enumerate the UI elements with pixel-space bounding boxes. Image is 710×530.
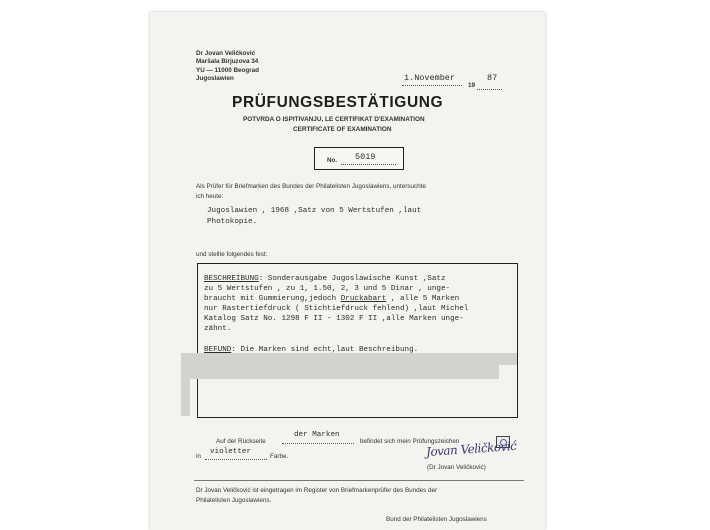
number-dotline [341, 164, 396, 165]
signatory-name: (Dr Jovan Veličković) [427, 464, 486, 471]
description-line-1 [204, 275, 446, 283]
description-line-4: nur Rastertiefdruck ( Stichtiefdruck fehlend) ,laut Michel [204, 305, 469, 313]
registration-line-1: Dr Jovan Veličković ist eingetragen im Register von Briefmarkenprüfer des Bundes der [196, 487, 438, 494]
reverse-prefix: Auf der Rückseite [216, 438, 266, 445]
grey-mark-upper [181, 353, 499, 379]
description-label: BESCHREIBUNG [204, 275, 259, 283]
issuer-country: Jugoslawien [196, 74, 234, 82]
subtitle-english: CERTIFICATE OF EXAMINATION [293, 126, 392, 133]
date-year: 87 [487, 73, 498, 83]
description-line-1-text: : Sonderausgabe Jugoslawische Kunst ,Satz [258, 275, 446, 283]
reverse-value: der Marken [294, 431, 340, 439]
color-value: violetter [210, 448, 252, 456]
reverse-dotline [282, 443, 354, 444]
item-line-1: Jugoslawien , 1968 ,Satz von 5 Wertstufen ,laut [207, 207, 422, 215]
intro-line-2: ich heute: [196, 193, 224, 200]
intro-line-1: Als Prüfer für Briefmarken des Bundes der Philatelisten Jugoslawiens, untersuchte [196, 183, 426, 190]
finding-line [204, 346, 418, 354]
grey-mark-left [181, 379, 190, 416]
footer-divider [194, 480, 524, 481]
subtitle-multilingual: POTVRDA O ISPITIVANJU, LE CERTIFIKAT D'EXAMINATION [243, 116, 425, 123]
date-dotline [402, 85, 462, 86]
findings-box [197, 263, 518, 418]
date-year-prefix: 19 [468, 82, 476, 89]
issuer-street: Maršala Birjuzova 34 [196, 58, 259, 66]
description-line-2: zu 5 Wertstufen , zu 1, 1.50, 2, 3 und 5 Dinar , unge- [204, 285, 451, 293]
registration-line-2: Philatelisten Jugoslawiens. [196, 497, 272, 504]
description-line-3-c: , alle 5 Marken [386, 295, 460, 303]
finding-text: : Die Marken sind echt,laut Beschreibung. [231, 346, 419, 354]
finding-label: BEFUND [204, 346, 232, 354]
color-prefix: in [196, 453, 201, 460]
grey-mark-right [498, 353, 517, 365]
certificate-number: 5019 [355, 152, 376, 162]
year-dotline [477, 89, 502, 90]
color-dotline [205, 459, 267, 460]
item-line-2: Photokopie. [207, 218, 258, 226]
color-suffix: Farbe. [270, 453, 289, 460]
certificate-number-box [314, 147, 404, 170]
description-line-5: Katalog Satz No. 1298 F II - 1302 F II ,alle Marken unge- [204, 315, 464, 323]
certificate-paper [150, 12, 545, 530]
date-day-month: 1.November [404, 73, 456, 83]
issuer-address [196, 50, 259, 83]
issuer-name: Dr Jovan Veličković [196, 50, 256, 57]
issuer-city: YU — 11000 Beograd [196, 66, 259, 74]
findings-intro: und stellte folgendes fest: [196, 251, 268, 258]
certificate-number-label: No. [327, 157, 338, 164]
description-line-3-b: Druckabart [340, 295, 387, 303]
reverse-suffix: befindet sich mein Prüfungszeichen [360, 438, 460, 445]
description-line-3 [204, 295, 459, 303]
signature: Jovan Veličković [425, 438, 517, 460]
description-line-6: zähnt. [204, 325, 232, 333]
document-title: PRÜFUNGSBESTÄTIGUNG [232, 94, 444, 111]
description-line-3-a: braucht mit Gummierung,jedoch [204, 295, 341, 303]
federation-name: Bund der Philatelisten Jugoslawiens [386, 516, 487, 523]
